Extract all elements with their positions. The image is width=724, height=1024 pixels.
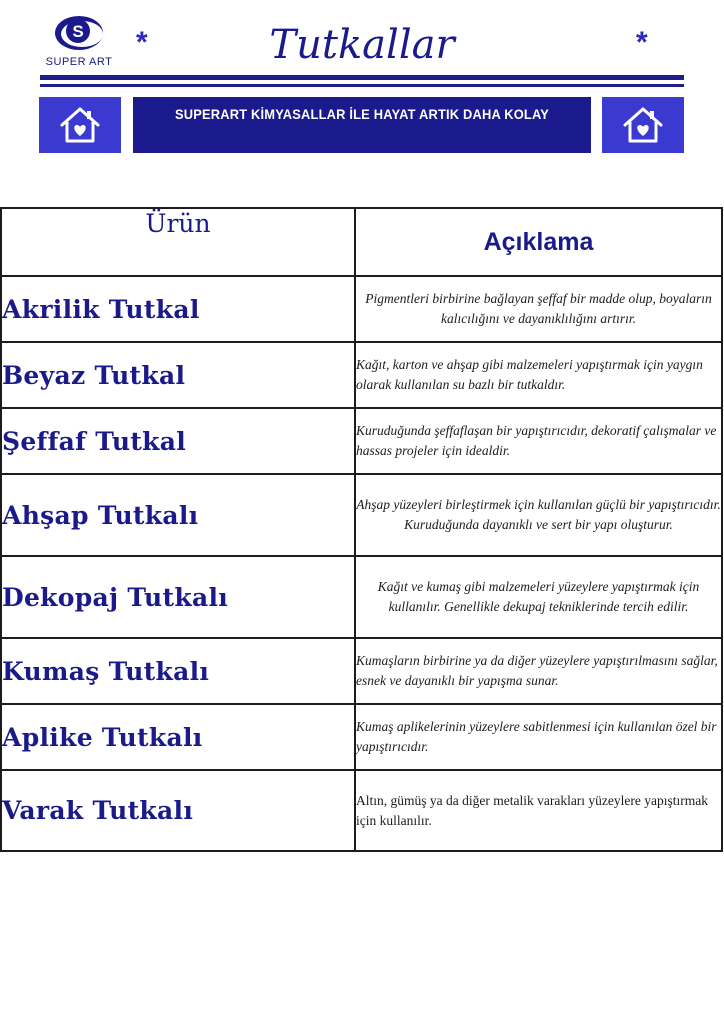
table-row	[1, 408, 722, 474]
slogan-text: SUPERART KİMYASALLAR İLE HAYAT ARTIK DAHA KOLAY	[174, 106, 550, 122]
product-name: Şeffaf Tutkal	[1, 408, 355, 474]
home-button-right[interactable]	[602, 97, 684, 153]
table-row	[1, 342, 722, 408]
product-name: Varak Tutkalı	[1, 770, 355, 851]
table-row	[1, 638, 722, 704]
slogan-banner	[133, 97, 591, 153]
product-description: Kuruduğunda şeffaflaşan bir yapıştırıcıdır, dekoratif çalışmalar ve hassas projeler için idealdir.	[355, 408, 722, 474]
products-table	[0, 207, 723, 852]
header-product: Ürün	[1, 208, 355, 276]
product-description: Kağıt ve kumaş gibi malzemeleri yüzeylere yapıştırmak için kullanılır. Genellikle dekupaj tekniklerinde tercih edilir.	[355, 556, 722, 638]
logo-text: SUPER ART	[45, 56, 113, 68]
table-row	[1, 770, 722, 851]
logo-letter: S	[72, 22, 84, 41]
header-rule-thin	[40, 84, 684, 87]
product-description: Pigmentleri birbirine bağlayan şeffaf bir madde olup, boyaların kalıcılığını ve dayanıklılığını artırır.	[355, 276, 722, 342]
product-name: Ahşap Tutkalı	[1, 474, 355, 556]
table-row	[1, 474, 722, 556]
product-description: Kağıt, karton ve ahşap gibi malzemeleri yapıştırmak için yaygın olarak kullanılan su bazlı bir tutkaldır.	[355, 342, 722, 408]
asterisk-right: *	[636, 26, 648, 59]
product-description: Kumaş aplikelerinin yüzeylere sabitlenmesi için kullanılan özel bir yapıştırıcıdır.	[355, 704, 722, 770]
product-name: Dekopaj Tutkalı	[1, 556, 355, 638]
product-description: Kumaşların birbirine ya da diğer yüzeylere yapıştırılmasını sağlar, esnek ve dayanıklı bir yapışma sunar.	[355, 638, 722, 704]
product-name: Kumaş Tutkalı	[1, 638, 355, 704]
home-heart-icon	[58, 105, 102, 145]
product-description: Altın, gümüş ya da diğer metalik varakları yüzeylere yapıştırmak için kullanılır.	[355, 770, 722, 851]
asterisk-left: *	[136, 26, 148, 59]
table-row	[1, 556, 722, 638]
home-heart-icon	[621, 105, 665, 145]
product-name: Beyaz Tutkal	[1, 342, 355, 408]
header-rule-thick	[40, 75, 684, 80]
table-row	[1, 276, 722, 342]
product-name: Akrilik Tutkal	[1, 276, 355, 342]
home-button-left[interactable]	[39, 97, 121, 153]
page-title: Tutkallar	[269, 22, 455, 68]
table-header-row	[1, 208, 722, 276]
header-description: Açıklama	[355, 208, 722, 276]
product-description: Ahşap yüzeyleri birleştirmek için kullanılan güçlü bir yapıştırıcıdır. Kuruduğunda dayanıklı ve sert bir yapı oluşturur.	[355, 474, 722, 556]
product-name: Aplike Tutkalı	[1, 704, 355, 770]
table-row	[1, 704, 722, 770]
